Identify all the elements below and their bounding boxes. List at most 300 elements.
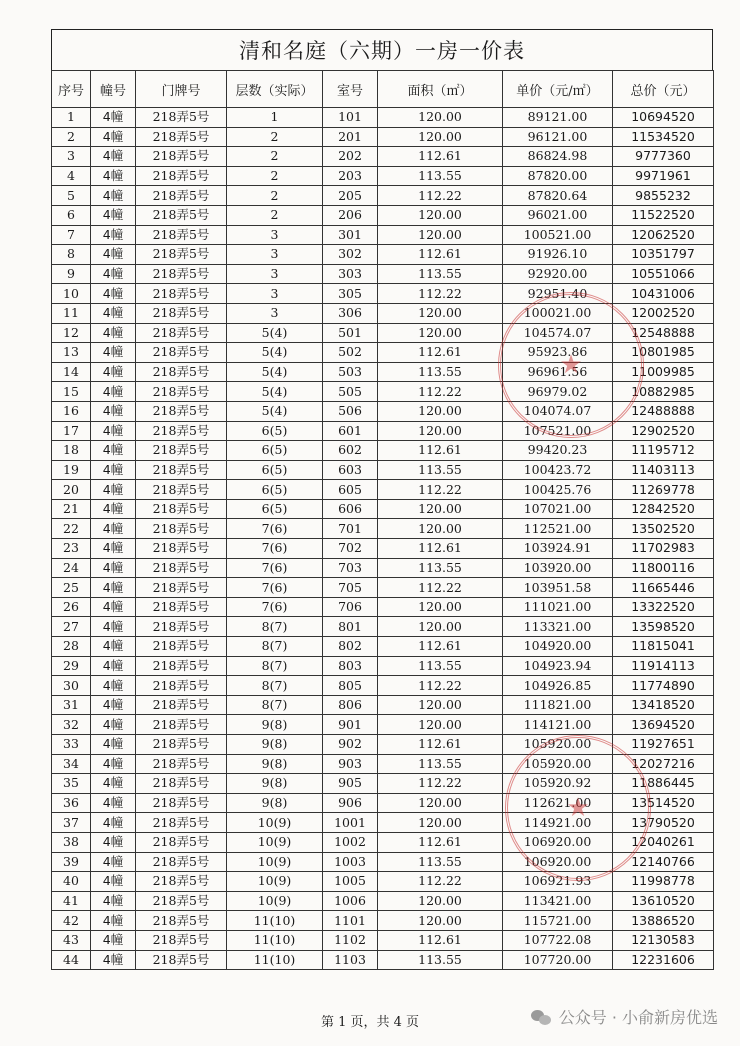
cell-room: 301 (323, 225, 378, 245)
cell-area: 113.55 (378, 656, 503, 676)
cell-unit-price: 100021.00 (503, 303, 613, 323)
cell-total-price: 13514520 (613, 793, 714, 813)
table-row (52, 793, 714, 813)
cell-floor: 5(4) (227, 362, 323, 382)
cell-index: 26 (52, 597, 91, 617)
cell-room: 503 (323, 362, 378, 382)
cell-total-price: 9971961 (613, 166, 714, 186)
cell-address: 218弄5号 (136, 852, 227, 872)
table-row (52, 303, 714, 323)
table-row (52, 401, 714, 421)
cell-address: 218弄5号 (136, 793, 227, 813)
cell-building: 4幢 (91, 852, 136, 872)
cell-total-price: 13694520 (613, 715, 714, 735)
table-row (52, 539, 714, 559)
cell-address: 218弄5号 (136, 911, 227, 931)
cell-building: 4幢 (91, 950, 136, 970)
table-row (52, 108, 714, 128)
cell-building: 4幢 (91, 186, 136, 206)
table-row (52, 382, 714, 402)
cell-floor: 9(8) (227, 754, 323, 774)
cell-floor: 7(6) (227, 539, 323, 559)
cell-index: 20 (52, 480, 91, 500)
cell-room: 1103 (323, 950, 378, 970)
cell-floor: 6(5) (227, 421, 323, 441)
cell-index: 1 (52, 108, 91, 128)
table-row (52, 715, 714, 735)
cell-area: 112.61 (378, 147, 503, 167)
cell-building: 4幢 (91, 441, 136, 461)
cell-address: 218弄5号 (136, 421, 227, 441)
cell-building: 4幢 (91, 676, 136, 696)
cell-index: 10 (52, 284, 91, 304)
table-row (52, 127, 714, 147)
cell-building: 4幢 (91, 695, 136, 715)
cell-unit-price: 91926.10 (503, 245, 613, 265)
cell-room: 505 (323, 382, 378, 402)
table-row (52, 264, 714, 284)
table-row (52, 519, 714, 539)
cell-index: 9 (52, 264, 91, 284)
cell-floor: 3 (227, 245, 323, 265)
cell-building: 4幢 (91, 147, 136, 167)
cell-address: 218弄5号 (136, 245, 227, 265)
cell-room: 602 (323, 441, 378, 461)
cell-index: 27 (52, 617, 91, 637)
cell-building: 4幢 (91, 578, 136, 598)
cell-area: 120.00 (378, 911, 503, 931)
cell-room: 803 (323, 656, 378, 676)
cell-floor: 7(6) (227, 558, 323, 578)
cell-room: 903 (323, 754, 378, 774)
cell-room: 906 (323, 793, 378, 813)
cell-address: 218弄5号 (136, 676, 227, 696)
cell-floor: 2 (227, 127, 323, 147)
cell-building: 4幢 (91, 597, 136, 617)
table-row (52, 754, 714, 774)
cell-total-price: 13790520 (613, 813, 714, 833)
cell-index: 4 (52, 166, 91, 186)
cell-room: 1002 (323, 832, 378, 852)
cell-unit-price: 112621.00 (503, 793, 613, 813)
cell-unit-price: 103951.58 (503, 578, 613, 598)
cell-address: 218弄5号 (136, 303, 227, 323)
cell-total-price: 11702983 (613, 539, 714, 559)
cell-address: 218弄5号 (136, 774, 227, 794)
cell-room: 902 (323, 735, 378, 755)
cell-index: 37 (52, 813, 91, 833)
table-row (52, 284, 714, 304)
cell-unit-price: 104074.07 (503, 401, 613, 421)
table-row (52, 558, 714, 578)
cell-building: 4幢 (91, 539, 136, 559)
cell-area: 112.61 (378, 930, 503, 950)
cell-building: 4幢 (91, 754, 136, 774)
cell-address: 218弄5号 (136, 323, 227, 343)
cell-area: 120.00 (378, 108, 503, 128)
cell-address: 218弄5号 (136, 480, 227, 500)
cell-room: 203 (323, 166, 378, 186)
cell-area: 112.22 (378, 774, 503, 794)
table-row (52, 499, 714, 519)
cell-floor: 8(7) (227, 617, 323, 637)
cell-floor: 8(7) (227, 637, 323, 657)
cell-floor: 5(4) (227, 323, 323, 343)
cell-floor: 8(7) (227, 656, 323, 676)
cell-room: 501 (323, 323, 378, 343)
cell-index: 39 (52, 852, 91, 872)
cell-floor: 10(9) (227, 872, 323, 892)
cell-total-price: 11886445 (613, 774, 714, 794)
cell-unit-price: 103920.00 (503, 558, 613, 578)
cell-address: 218弄5号 (136, 225, 227, 245)
cell-total-price: 11195712 (613, 441, 714, 461)
cell-address: 218弄5号 (136, 539, 227, 559)
cell-unit-price: 100521.00 (503, 225, 613, 245)
cell-area: 112.22 (378, 186, 503, 206)
cell-area: 113.55 (378, 754, 503, 774)
watermark (531, 1005, 718, 1028)
cell-unit-price: 107521.00 (503, 421, 613, 441)
cell-index: 31 (52, 695, 91, 715)
cell-floor: 6(5) (227, 499, 323, 519)
cell-index: 19 (52, 460, 91, 480)
cell-room: 706 (323, 597, 378, 617)
cell-room: 1101 (323, 911, 378, 931)
cell-area: 112.61 (378, 343, 503, 363)
header-unit-price: 单价（元/㎡） (503, 71, 613, 108)
table-row (52, 480, 714, 500)
cell-index: 23 (52, 539, 91, 559)
table-row (52, 205, 714, 225)
cell-floor: 7(6) (227, 597, 323, 617)
cell-unit-price: 111021.00 (503, 597, 613, 617)
cell-area: 120.00 (378, 499, 503, 519)
cell-room: 306 (323, 303, 378, 323)
cell-room: 601 (323, 421, 378, 441)
cell-area: 120.00 (378, 891, 503, 911)
cell-room: 1001 (323, 813, 378, 833)
cell-total-price: 12040261 (613, 832, 714, 852)
cell-building: 4幢 (91, 774, 136, 794)
cell-unit-price: 89121.00 (503, 108, 613, 128)
cell-address: 218弄5号 (136, 735, 227, 755)
cell-floor: 6(5) (227, 460, 323, 480)
cell-total-price: 10551066 (613, 264, 714, 284)
cell-floor: 8(7) (227, 676, 323, 696)
cell-area: 120.00 (378, 323, 503, 343)
cell-room: 305 (323, 284, 378, 304)
header-room: 室号 (323, 71, 378, 108)
cell-floor: 1 (227, 108, 323, 128)
cell-unit-price: 105920.00 (503, 754, 613, 774)
cell-address: 218弄5号 (136, 754, 227, 774)
cell-unit-price: 111821.00 (503, 695, 613, 715)
cell-index: 30 (52, 676, 91, 696)
cell-building: 4幢 (91, 284, 136, 304)
cell-room: 1003 (323, 852, 378, 872)
cell-index: 6 (52, 205, 91, 225)
cell-building: 4幢 (91, 401, 136, 421)
cell-floor: 9(8) (227, 774, 323, 794)
cell-building: 4幢 (91, 245, 136, 265)
cell-area: 112.22 (378, 480, 503, 500)
cell-building: 4幢 (91, 656, 136, 676)
cell-floor: 2 (227, 205, 323, 225)
cell-floor: 5(4) (227, 382, 323, 402)
cell-room: 205 (323, 186, 378, 206)
cell-room: 502 (323, 343, 378, 363)
cell-index: 32 (52, 715, 91, 735)
cell-unit-price: 106920.00 (503, 852, 613, 872)
cell-building: 4幢 (91, 127, 136, 147)
cell-index: 3 (52, 147, 91, 167)
cell-floor: 10(9) (227, 832, 323, 852)
cell-building: 4幢 (91, 362, 136, 382)
table-body (52, 108, 714, 970)
cell-floor: 3 (227, 264, 323, 284)
cell-unit-price: 104926.85 (503, 676, 613, 696)
cell-room: 805 (323, 676, 378, 696)
cell-total-price: 11927651 (613, 735, 714, 755)
table-header-row (52, 71, 714, 108)
table-row (52, 617, 714, 637)
cell-area: 120.00 (378, 793, 503, 813)
cell-building: 4幢 (91, 715, 136, 735)
cell-floor: 7(6) (227, 519, 323, 539)
cell-floor: 11(10) (227, 911, 323, 931)
cell-floor: 9(8) (227, 715, 323, 735)
cell-total-price: 13418520 (613, 695, 714, 715)
table-row (52, 950, 714, 970)
cell-area: 120.00 (378, 813, 503, 833)
cell-address: 218弄5号 (136, 813, 227, 833)
cell-building: 4幢 (91, 872, 136, 892)
cell-room: 605 (323, 480, 378, 500)
price-table (51, 70, 714, 970)
cell-total-price: 12130583 (613, 930, 714, 950)
cell-index: 13 (52, 343, 91, 363)
header-building: 幢号 (91, 71, 136, 108)
table-row (52, 774, 714, 794)
cell-total-price: 11403113 (613, 460, 714, 480)
price-sheet (51, 29, 713, 970)
cell-index: 43 (52, 930, 91, 950)
cell-total-price: 12548888 (613, 323, 714, 343)
cell-room: 705 (323, 578, 378, 598)
cell-building: 4幢 (91, 793, 136, 813)
cell-building: 4幢 (91, 558, 136, 578)
watermark-text: 公众号 · 小俞新房优选 (558, 1008, 718, 1027)
cell-floor: 6(5) (227, 480, 323, 500)
cell-room: 606 (323, 499, 378, 519)
cell-area: 113.55 (378, 558, 503, 578)
cell-area: 120.00 (378, 225, 503, 245)
cell-index: 22 (52, 519, 91, 539)
cell-room: 703 (323, 558, 378, 578)
table-row (52, 656, 714, 676)
cell-area: 120.00 (378, 695, 503, 715)
cell-unit-price: 105920.92 (503, 774, 613, 794)
cell-floor: 5(4) (227, 401, 323, 421)
cell-floor: 9(8) (227, 735, 323, 755)
cell-address: 218弄5号 (136, 695, 227, 715)
cell-unit-price: 115721.00 (503, 911, 613, 931)
cell-total-price: 12231606 (613, 950, 714, 970)
cell-building: 4幢 (91, 205, 136, 225)
page-title: 清和名庭（六期）一房一价表 (51, 29, 713, 70)
table-row (52, 597, 714, 617)
cell-floor: 3 (227, 303, 323, 323)
table-row (52, 362, 714, 382)
cell-unit-price: 104920.00 (503, 637, 613, 657)
cell-total-price: 11815041 (613, 637, 714, 657)
cell-room: 806 (323, 695, 378, 715)
cell-index: 35 (52, 774, 91, 794)
cell-floor: 10(9) (227, 891, 323, 911)
cell-index: 28 (52, 637, 91, 657)
cell-address: 218弄5号 (136, 832, 227, 852)
cell-total-price: 11665446 (613, 578, 714, 598)
cell-index: 41 (52, 891, 91, 911)
cell-total-price: 9855232 (613, 186, 714, 206)
cell-total-price: 11009985 (613, 362, 714, 382)
cell-total-price: 12842520 (613, 499, 714, 519)
cell-area: 120.00 (378, 617, 503, 637)
cell-address: 218弄5号 (136, 441, 227, 461)
cell-total-price: 9777360 (613, 147, 714, 167)
cell-address: 218弄5号 (136, 382, 227, 402)
table-row (52, 245, 714, 265)
header-total-price: 总价（元） (613, 71, 714, 108)
cell-index: 33 (52, 735, 91, 755)
cell-index: 21 (52, 499, 91, 519)
wechat-icon (531, 1008, 553, 1026)
cell-unit-price: 87820.64 (503, 186, 613, 206)
cell-address: 218弄5号 (136, 205, 227, 225)
cell-index: 25 (52, 578, 91, 598)
cell-room: 701 (323, 519, 378, 539)
cell-total-price: 11774890 (613, 676, 714, 696)
cell-address: 218弄5号 (136, 891, 227, 911)
cell-unit-price: 87820.00 (503, 166, 613, 186)
cell-total-price: 12062520 (613, 225, 714, 245)
cell-building: 4幢 (91, 832, 136, 852)
cell-address: 218弄5号 (136, 930, 227, 950)
cell-total-price: 13322520 (613, 597, 714, 617)
cell-area: 113.55 (378, 264, 503, 284)
cell-address: 218弄5号 (136, 558, 227, 578)
table-row (52, 852, 714, 872)
table-row (52, 676, 714, 696)
cell-total-price: 11800116 (613, 558, 714, 578)
cell-index: 34 (52, 754, 91, 774)
table-row (52, 225, 714, 245)
cell-index: 8 (52, 245, 91, 265)
cell-floor: 9(8) (227, 793, 323, 813)
cell-building: 4幢 (91, 499, 136, 519)
cell-address: 218弄5号 (136, 166, 227, 186)
cell-area: 120.00 (378, 127, 503, 147)
cell-area: 112.22 (378, 872, 503, 892)
cell-area: 120.00 (378, 205, 503, 225)
cell-unit-price: 107021.00 (503, 499, 613, 519)
cell-index: 29 (52, 656, 91, 676)
cell-index: 24 (52, 558, 91, 578)
cell-unit-price: 100425.76 (503, 480, 613, 500)
table-row (52, 186, 714, 206)
table-row (52, 166, 714, 186)
cell-unit-price: 100423.72 (503, 460, 613, 480)
cell-unit-price: 112521.00 (503, 519, 613, 539)
cell-total-price: 11269778 (613, 480, 714, 500)
cell-building: 4幢 (91, 382, 136, 402)
table-row (52, 637, 714, 657)
cell-unit-price: 96021.00 (503, 205, 613, 225)
cell-area: 113.55 (378, 950, 503, 970)
cell-floor: 6(5) (227, 441, 323, 461)
cell-total-price: 13502520 (613, 519, 714, 539)
cell-area: 120.00 (378, 421, 503, 441)
cell-building: 4幢 (91, 323, 136, 343)
cell-room: 1102 (323, 930, 378, 950)
cell-total-price: 13598520 (613, 617, 714, 637)
cell-address: 218弄5号 (136, 186, 227, 206)
cell-total-price: 13610520 (613, 891, 714, 911)
cell-total-price: 12902520 (613, 421, 714, 441)
cell-address: 218弄5号 (136, 108, 227, 128)
cell-unit-price: 113321.00 (503, 617, 613, 637)
table-row (52, 813, 714, 833)
cell-floor: 3 (227, 284, 323, 304)
cell-total-price: 12488888 (613, 401, 714, 421)
header-index: 序号 (52, 71, 91, 108)
table-row (52, 441, 714, 461)
table-row (52, 578, 714, 598)
cell-room: 901 (323, 715, 378, 735)
cell-building: 4幢 (91, 225, 136, 245)
cell-address: 218弄5号 (136, 147, 227, 167)
cell-building: 4幢 (91, 735, 136, 755)
cell-index: 42 (52, 911, 91, 931)
cell-floor: 2 (227, 166, 323, 186)
cell-unit-price: 92951.40 (503, 284, 613, 304)
cell-address: 218弄5号 (136, 950, 227, 970)
header-address: 门牌号 (136, 71, 227, 108)
cell-unit-price: 104923.94 (503, 656, 613, 676)
cell-building: 4幢 (91, 421, 136, 441)
cell-area: 113.55 (378, 460, 503, 480)
cell-total-price: 10431006 (613, 284, 714, 304)
cell-address: 218弄5号 (136, 264, 227, 284)
cell-floor: 10(9) (227, 813, 323, 833)
cell-index: 44 (52, 950, 91, 970)
cell-building: 4幢 (91, 303, 136, 323)
cell-index: 18 (52, 441, 91, 461)
cell-floor: 3 (227, 225, 323, 245)
cell-area: 112.61 (378, 441, 503, 461)
cell-area: 113.55 (378, 362, 503, 382)
cell-building: 4幢 (91, 343, 136, 363)
cell-floor: 8(7) (227, 695, 323, 715)
cell-building: 4幢 (91, 519, 136, 539)
cell-unit-price: 114121.00 (503, 715, 613, 735)
cell-room: 1006 (323, 891, 378, 911)
cell-address: 218弄5号 (136, 127, 227, 147)
table-row (52, 147, 714, 167)
cell-building: 4幢 (91, 480, 136, 500)
cell-room: 603 (323, 460, 378, 480)
